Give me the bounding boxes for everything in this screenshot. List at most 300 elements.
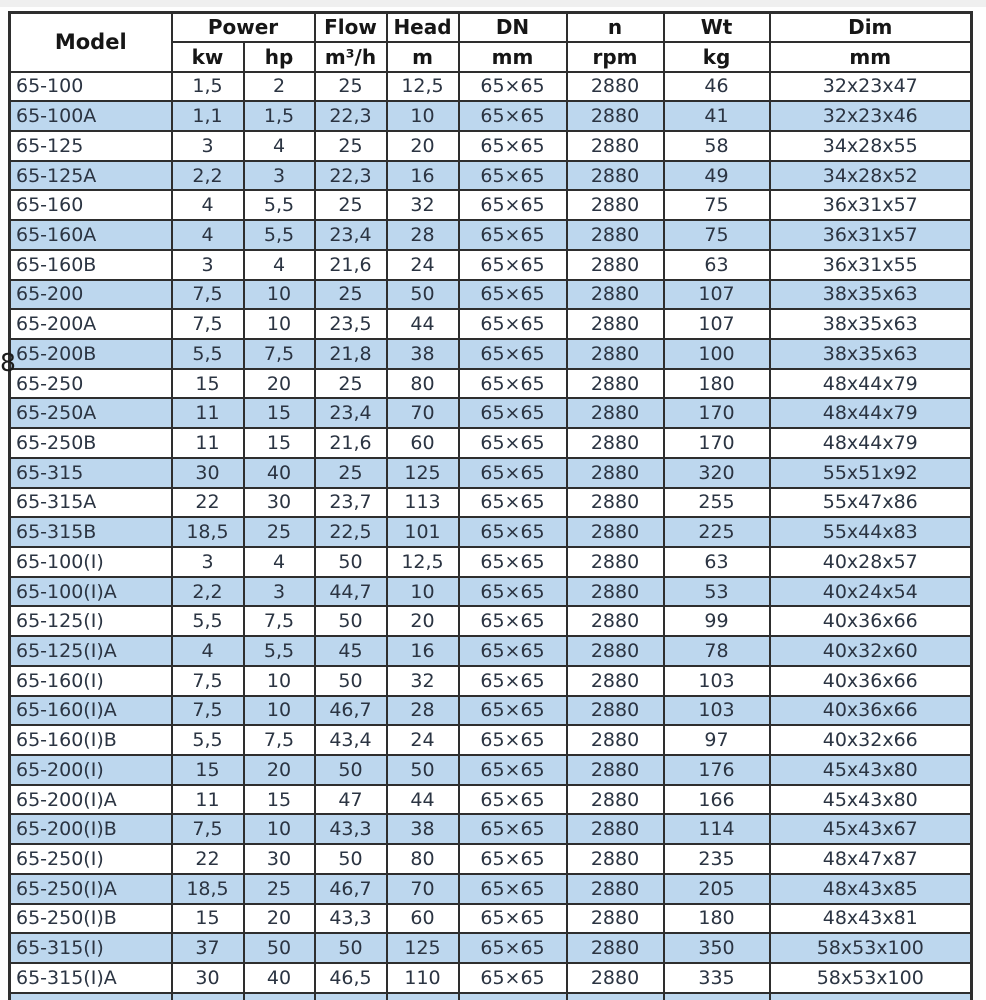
cell-wt: 78 <box>664 636 770 666</box>
cell-dim: 38x35x63 <box>770 280 972 310</box>
cell-flow: 22,3 <box>315 161 387 191</box>
cell-hp: 4 <box>244 547 315 577</box>
cell-dim: 36x31x55 <box>770 250 972 280</box>
cell-head: 16 <box>387 161 459 191</box>
cell-model: 65-100 <box>10 72 172 102</box>
col-header-wt: Wt <box>664 13 770 42</box>
col-header-dn: DN <box>459 13 567 42</box>
cell-wt: 58 <box>664 131 770 161</box>
cell-flow: 25 <box>315 131 387 161</box>
cell-dn: 65×65 <box>459 844 567 874</box>
cell-hp: 10 <box>244 814 315 844</box>
table-row <box>10 547 972 577</box>
cell-flow: 25 <box>315 458 387 488</box>
cell-kw: 7,5 <box>172 666 244 696</box>
cell-flow <box>315 993 387 1000</box>
cell-dim <box>770 993 972 1000</box>
cell-model: 65-250B <box>10 428 172 458</box>
cell-head: 12,5 <box>387 547 459 577</box>
cell-dim: 48x44x79 <box>770 369 972 399</box>
cell-dn: 65×65 <box>459 636 567 666</box>
cell-head: 44 <box>387 309 459 339</box>
cell-wt: 41 <box>664 101 770 131</box>
cell-dim: 40x32x66 <box>770 725 972 755</box>
cell-head: 60 <box>387 428 459 458</box>
cell-n: 2880 <box>567 101 664 131</box>
table-row <box>10 725 972 755</box>
cell-flow: 43,4 <box>315 725 387 755</box>
cell-wt: 235 <box>664 844 770 874</box>
unit-header-dn: mm <box>459 42 567 72</box>
cell-dim: 45x43x67 <box>770 814 972 844</box>
col-header-power: Power <box>172 13 315 42</box>
table-row <box>10 874 972 904</box>
table-row <box>10 220 972 250</box>
cell-hp: 10 <box>244 309 315 339</box>
cell-kw <box>172 993 244 1000</box>
cell-dn: 65×65 <box>459 72 567 102</box>
cell-n: 2880 <box>567 250 664 280</box>
cell-kw: 11 <box>172 398 244 428</box>
cell-n: 2880 <box>567 488 664 518</box>
cell-model: 65-315 <box>10 458 172 488</box>
cell-hp: 20 <box>244 369 315 399</box>
cell-wt: 114 <box>664 814 770 844</box>
cell-wt: 205 <box>664 874 770 904</box>
cell-hp: 5,5 <box>244 190 315 220</box>
cell-wt: 103 <box>664 666 770 696</box>
cell-model: 65-200(I)A <box>10 785 172 815</box>
cell-dim: 55x47x86 <box>770 488 972 518</box>
cell-flow: 50 <box>315 547 387 577</box>
cell-head: 32 <box>387 190 459 220</box>
cell-flow: 21,6 <box>315 250 387 280</box>
cell-dim: 32x23x47 <box>770 72 972 102</box>
cell-dim: 40x24x54 <box>770 577 972 607</box>
cell-kw: 1,5 <box>172 72 244 102</box>
cell-hp: 40 <box>244 458 315 488</box>
cell-head: 50 <box>387 755 459 785</box>
cell-kw: 11 <box>172 428 244 458</box>
table-row <box>10 190 972 220</box>
cell-head: 60 <box>387 904 459 934</box>
cell-hp: 10 <box>244 666 315 696</box>
cell-wt: 53 <box>664 577 770 607</box>
table-row <box>10 755 972 785</box>
cell-wt: 170 <box>664 398 770 428</box>
cell-head: 101 <box>387 517 459 547</box>
cell-kw: 37 <box>172 933 244 963</box>
unit-header-dim: mm <box>770 42 972 72</box>
cell-n: 2880 <box>567 963 664 993</box>
cell-head: 24 <box>387 725 459 755</box>
cell-dim: 58x53x100 <box>770 933 972 963</box>
cell-dn: 65×65 <box>459 161 567 191</box>
cell-n: 2880 <box>567 131 664 161</box>
cell-dim: 48x44x79 <box>770 428 972 458</box>
cell-flow: 43,3 <box>315 904 387 934</box>
table-row <box>10 280 972 310</box>
cell-dn: 65×65 <box>459 101 567 131</box>
cell-n: 2880 <box>567 458 664 488</box>
cell-dim: 36x31x57 <box>770 190 972 220</box>
cell-head: 12,5 <box>387 72 459 102</box>
cell-model: 65-160(I)B <box>10 725 172 755</box>
cell-dn: 65×65 <box>459 398 567 428</box>
table-header <box>10 13 972 72</box>
cell-head: 70 <box>387 874 459 904</box>
cell-dn: 65×65 <box>459 904 567 934</box>
table-row <box>10 814 972 844</box>
cell-hp: 25 <box>244 874 315 904</box>
table-row <box>10 933 972 963</box>
cell-dn: 65×65 <box>459 517 567 547</box>
cell-dim: 45x43x80 <box>770 755 972 785</box>
table-row <box>10 904 972 934</box>
cell-dn: 65×65 <box>459 428 567 458</box>
cell-flow: 46,7 <box>315 696 387 726</box>
cell-dim: 58x53x100 <box>770 963 972 993</box>
cell-flow: 45 <box>315 636 387 666</box>
cell-n: 2880 <box>567 220 664 250</box>
cell-n: 2880 <box>567 636 664 666</box>
cell-dn: 65×65 <box>459 488 567 518</box>
table-row <box>10 844 972 874</box>
cell-n: 2880 <box>567 339 664 369</box>
cell-model: 65-315(I)A <box>10 963 172 993</box>
cell-hp: 10 <box>244 280 315 310</box>
cell-hp: 7,5 <box>244 606 315 636</box>
cell-hp: 5,5 <box>244 636 315 666</box>
cell-wt: 107 <box>664 309 770 339</box>
table-row <box>10 250 972 280</box>
cell-kw: 15 <box>172 369 244 399</box>
pump-spec-table <box>8 11 970 1000</box>
cell-model: 65-160 <box>10 190 172 220</box>
cell-wt: 49 <box>664 161 770 191</box>
unit-header-n: rpm <box>567 42 664 72</box>
cell-dim: 34x28x52 <box>770 161 972 191</box>
table-body <box>10 72 972 1000</box>
cell-hp: 40 <box>244 963 315 993</box>
cell-kw: 5,5 <box>172 606 244 636</box>
cell-head: 38 <box>387 814 459 844</box>
cell-head: 44 <box>387 785 459 815</box>
cell-hp: 25 <box>244 517 315 547</box>
cell-dn: 65×65 <box>459 725 567 755</box>
cell-n: 2880 <box>567 369 664 399</box>
cell-n: 2880 <box>567 785 664 815</box>
cell-model: 65-100(I) <box>10 547 172 577</box>
unit-header-hp: hp <box>244 42 315 72</box>
cell-model: 65-200 <box>10 280 172 310</box>
cell-flow: 22,3 <box>315 101 387 131</box>
table-row <box>10 161 972 191</box>
cell-kw: 15 <box>172 904 244 934</box>
cell-wt: 107 <box>664 280 770 310</box>
table-row <box>10 369 972 399</box>
cell-n: 2880 <box>567 696 664 726</box>
cell-head: 70 <box>387 398 459 428</box>
cell-model: 65-200(I) <box>10 755 172 785</box>
unit-header-wt: kg <box>664 42 770 72</box>
cell-hp: 30 <box>244 844 315 874</box>
cell-flow: 21,8 <box>315 339 387 369</box>
cell-wt: 97 <box>664 725 770 755</box>
cell-head: 16 <box>387 636 459 666</box>
cell-head: 20 <box>387 606 459 636</box>
cell-dim: 48x44x79 <box>770 398 972 428</box>
cell-hp: 3 <box>244 577 315 607</box>
cell-n: 2880 <box>567 814 664 844</box>
table-row <box>10 606 972 636</box>
cell-wt: 170 <box>664 428 770 458</box>
cell-wt: 176 <box>664 755 770 785</box>
cell-head: 10 <box>387 101 459 131</box>
cell-dim: 38x35x63 <box>770 339 972 369</box>
cell-model: 65-160B <box>10 250 172 280</box>
col-header-head: Head <box>387 13 459 42</box>
cell-wt: 350 <box>664 933 770 963</box>
cell-flow: 23,4 <box>315 398 387 428</box>
table-row <box>10 398 972 428</box>
cell-flow: 44,7 <box>315 577 387 607</box>
cell-dn: 65×65 <box>459 696 567 726</box>
cell-model: 65-160(I)A <box>10 696 172 726</box>
cell-dim: 40x36x66 <box>770 696 972 726</box>
cell-hp: 7,5 <box>244 725 315 755</box>
cell-hp: 5,5 <box>244 220 315 250</box>
cell-head: 28 <box>387 220 459 250</box>
cell-flow: 46,5 <box>315 963 387 993</box>
cell-n: 2880 <box>567 72 664 102</box>
table-row <box>10 339 972 369</box>
cell-dn: 65×65 <box>459 458 567 488</box>
cell-dim: 38x35x63 <box>770 309 972 339</box>
cell-model: 65-250(I)A <box>10 874 172 904</box>
table-row <box>10 72 972 102</box>
cell-model: 65-315B <box>10 517 172 547</box>
cell-wt: 320 <box>664 458 770 488</box>
cell-kw: 7,5 <box>172 309 244 339</box>
cell-head: 125 <box>387 933 459 963</box>
cell-n: 2880 <box>567 161 664 191</box>
cell-kw: 4 <box>172 636 244 666</box>
unit-header-flow: m³/h <box>315 42 387 72</box>
spec-table <box>8 11 973 1000</box>
cell-dim: 32x23x46 <box>770 101 972 131</box>
cell-flow: 25 <box>315 72 387 102</box>
cell-flow: 23,4 <box>315 220 387 250</box>
cell-wt: 255 <box>664 488 770 518</box>
cell-model <box>10 993 172 1000</box>
cell-hp: 20 <box>244 904 315 934</box>
cell-flow: 50 <box>315 933 387 963</box>
cell-flow: 50 <box>315 606 387 636</box>
cell-hp: 15 <box>244 785 315 815</box>
cell-head: 110 <box>387 963 459 993</box>
cell-kw: 18,5 <box>172 517 244 547</box>
cell-dn: 65×65 <box>459 933 567 963</box>
cell-hp: 7,5 <box>244 339 315 369</box>
cell-model: 65-315(I) <box>10 933 172 963</box>
cell-kw: 2,2 <box>172 577 244 607</box>
cell-kw: 4 <box>172 190 244 220</box>
cell-dn: 65×65 <box>459 309 567 339</box>
cell-hp: 3 <box>244 161 315 191</box>
col-header-flow: Flow <box>315 13 387 42</box>
cell-dim: 55x44x83 <box>770 517 972 547</box>
cell-dn: 65×65 <box>459 369 567 399</box>
cell-kw: 7,5 <box>172 696 244 726</box>
cell-n: 2880 <box>567 606 664 636</box>
cell-flow: 50 <box>315 666 387 696</box>
table-row <box>10 101 972 131</box>
cell-flow: 21,6 <box>315 428 387 458</box>
cell-head: 24 <box>387 250 459 280</box>
cell-model: 65-125 <box>10 131 172 161</box>
cell-hp <box>244 993 315 1000</box>
cell-kw: 15 <box>172 755 244 785</box>
cell-n: 2880 <box>567 517 664 547</box>
cell-dim: 48x43x85 <box>770 874 972 904</box>
cell-dn: 65×65 <box>459 606 567 636</box>
cell-wt <box>664 993 770 1000</box>
cell-n: 2880 <box>567 577 664 607</box>
cell-hp: 50 <box>244 933 315 963</box>
unit-header-head: m <box>387 42 459 72</box>
table-row <box>10 666 972 696</box>
cell-flow: 25 <box>315 280 387 310</box>
cell-model: 65-200B <box>10 339 172 369</box>
cell-hp: 4 <box>244 250 315 280</box>
table-row <box>10 963 972 993</box>
cell-head: 50 <box>387 280 459 310</box>
cell-hp: 10 <box>244 696 315 726</box>
cell-kw: 3 <box>172 250 244 280</box>
cell-head: 80 <box>387 369 459 399</box>
cell-wt: 180 <box>664 904 770 934</box>
cell-dn: 65×65 <box>459 190 567 220</box>
page-top-edge <box>0 0 986 7</box>
cell-dim: 48x47x87 <box>770 844 972 874</box>
cell-dn: 65×65 <box>459 814 567 844</box>
cell-kw: 3 <box>172 547 244 577</box>
cell-n: 2880 <box>567 309 664 339</box>
table-row <box>10 785 972 815</box>
col-header-dim: Dim <box>770 13 972 42</box>
cell-dim: 55x51x92 <box>770 458 972 488</box>
cell-flow: 50 <box>315 844 387 874</box>
cell-model: 65-100A <box>10 101 172 131</box>
cell-model: 65-250(I) <box>10 844 172 874</box>
cell-dn: 65×65 <box>459 874 567 904</box>
cell-head: 20 <box>387 131 459 161</box>
cell-n: 2880 <box>567 844 664 874</box>
cell-head: 113 <box>387 488 459 518</box>
cell-flow: 43,3 <box>315 814 387 844</box>
cell-kw: 2,2 <box>172 161 244 191</box>
cell-model: 65-250A <box>10 398 172 428</box>
cell-model: 65-250 <box>10 369 172 399</box>
table-row <box>10 577 972 607</box>
cell-model: 65-100(I)A <box>10 577 172 607</box>
cell-hp: 20 <box>244 755 315 785</box>
cell-dim: 40x32x60 <box>770 636 972 666</box>
cell-n: 2880 <box>567 725 664 755</box>
cell-kw: 3 <box>172 131 244 161</box>
cell-wt: 166 <box>664 785 770 815</box>
cell-model: 65-160A <box>10 220 172 250</box>
cell-wt: 225 <box>664 517 770 547</box>
cell-wt: 63 <box>664 547 770 577</box>
cell-n <box>567 993 664 1000</box>
cell-dn: 65×65 <box>459 755 567 785</box>
cell-head: 38 <box>387 339 459 369</box>
cell-n: 2880 <box>567 666 664 696</box>
table-row <box>10 428 972 458</box>
cell-dim: 40x28x57 <box>770 547 972 577</box>
margin-page-number: 8 <box>0 348 16 377</box>
cell-n: 2880 <box>567 904 664 934</box>
cell-kw: 7,5 <box>172 280 244 310</box>
cell-model: 65-160(I) <box>10 666 172 696</box>
cell-flow: 23,5 <box>315 309 387 339</box>
cell-flow: 25 <box>315 190 387 220</box>
cell-model: 65-200(I)B <box>10 814 172 844</box>
cell-n: 2880 <box>567 755 664 785</box>
cell-flow: 46,7 <box>315 874 387 904</box>
cell-flow: 50 <box>315 755 387 785</box>
cell-kw: 30 <box>172 458 244 488</box>
cell-wt: 103 <box>664 696 770 726</box>
cell-kw: 30 <box>172 963 244 993</box>
cell-flow: 22,5 <box>315 517 387 547</box>
cell-kw: 11 <box>172 785 244 815</box>
cell-flow: 47 <box>315 785 387 815</box>
cell-n: 2880 <box>567 874 664 904</box>
cell-dn <box>459 993 567 1000</box>
cell-model: 65-200A <box>10 309 172 339</box>
cell-dim: 45x43x80 <box>770 785 972 815</box>
cell-n: 2880 <box>567 280 664 310</box>
cell-hp: 1,5 <box>244 101 315 131</box>
cell-dim: 40x36x66 <box>770 666 972 696</box>
cell-dn: 65×65 <box>459 963 567 993</box>
table-row <box>10 458 972 488</box>
cell-kw: 18,5 <box>172 874 244 904</box>
header-row-labels <box>10 13 972 42</box>
cell-kw: 5,5 <box>172 725 244 755</box>
cell-head: 28 <box>387 696 459 726</box>
cell-n: 2880 <box>567 428 664 458</box>
cell-hp: 15 <box>244 428 315 458</box>
cell-model: 65-250(I)B <box>10 904 172 934</box>
table-row <box>10 696 972 726</box>
cell-wt: 63 <box>664 250 770 280</box>
cell-dn: 65×65 <box>459 250 567 280</box>
cell-head: 32 <box>387 666 459 696</box>
cell-dn: 65×65 <box>459 339 567 369</box>
cell-kw: 4 <box>172 220 244 250</box>
cell-head: 80 <box>387 844 459 874</box>
cell-head <box>387 993 459 1000</box>
cell-dn: 65×65 <box>459 785 567 815</box>
cell-model: 65-125(I)A <box>10 636 172 666</box>
cell-wt: 335 <box>664 963 770 993</box>
cell-wt: 75 <box>664 220 770 250</box>
cell-model: 65-125A <box>10 161 172 191</box>
